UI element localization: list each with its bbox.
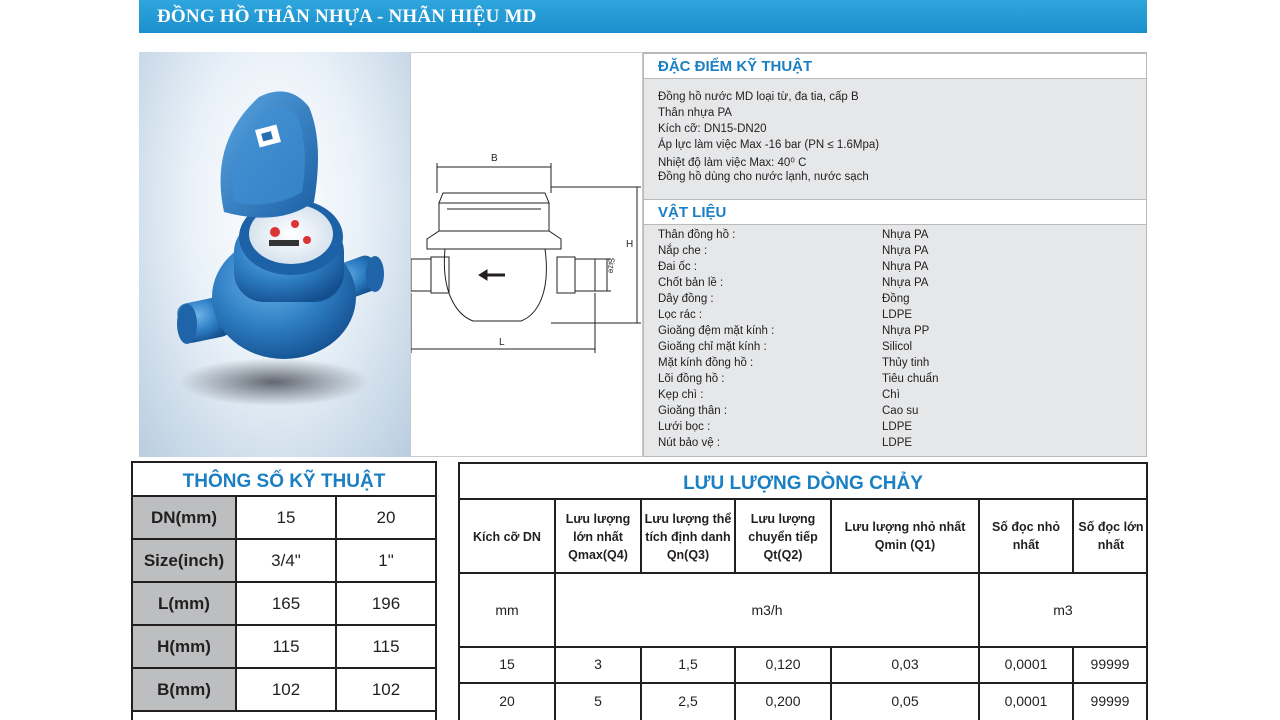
divider — [460, 572, 1146, 574]
cell-q3: 2,5 — [678, 693, 698, 709]
tech-table-title: THÔNG SỐ KỸ THUẬT — [133, 463, 435, 497]
material-value: Chì — [882, 389, 900, 401]
value-dn15: 3/4" — [237, 540, 337, 581]
materials-header — [644, 199, 1146, 225]
table-row — [133, 497, 435, 540]
features-header — [644, 53, 1146, 79]
label-size: Size — [606, 257, 616, 274]
specs-panel — [643, 52, 1147, 457]
cell-q4: 5 — [594, 693, 602, 709]
product-photo — [139, 52, 410, 457]
table-row — [133, 626, 435, 669]
row-label: L(mm) — [133, 583, 237, 624]
value-dn15: 102 — [237, 669, 337, 710]
material-value: Nhựa PA — [882, 245, 929, 257]
flow-rate-table — [458, 462, 1148, 720]
dimension-drawing — [411, 53, 642, 456]
material-value: Nhựa PP — [882, 325, 930, 337]
row-label: Size(inch) — [133, 540, 237, 581]
label-l: L — [499, 337, 505, 348]
cell-min-reading: 0,0001 — [1004, 656, 1048, 672]
page-title: ĐỒNG HỒ THÂN NHỰA - NHÃN HIỆU MD — [157, 6, 537, 27]
feature-line: Thân nhựa PA — [658, 107, 732, 119]
divider — [1072, 500, 1074, 572]
header-max-reading: Số đọc lớn nhất — [1078, 520, 1144, 552]
material-value: Cao su — [882, 405, 919, 417]
material-name: Lõi đồng hồ : — [658, 373, 725, 385]
material-value: Nhựa PA — [882, 277, 929, 289]
header-q1: Lưu lượng nhỏ nhất Qmin (Q1) — [844, 520, 966, 552]
material-name: Kẹp chì : — [658, 389, 704, 401]
divider — [978, 500, 980, 572]
table-row — [133, 669, 435, 712]
row-label: H(mm) — [133, 626, 237, 667]
cell-q4: 3 — [594, 656, 602, 672]
value-dn20: 1" — [378, 551, 394, 570]
divider — [640, 500, 642, 572]
material-value: Silicol — [882, 341, 913, 353]
material-name: Đai ốc : — [658, 261, 697, 273]
technical-drawing — [410, 52, 643, 457]
feature-line: Kích cỡ: DN15-DN20 — [658, 123, 767, 135]
header-q2: Lưu lượng chuyển tiếp Qt(Q2) — [748, 512, 818, 562]
materials-heading: VẬT LIỆU — [658, 204, 727, 221]
table-row — [133, 583, 435, 626]
value-dn15: 165 — [237, 583, 337, 624]
material-name: Nút bảo vệ : — [658, 437, 721, 449]
material-value: Thủy tinh — [882, 357, 930, 369]
header-q3: Lưu lượng thể tích định danh Qn(Q3) — [644, 512, 732, 562]
material-value: LDPE — [882, 437, 913, 449]
cell-q2: 0,120 — [765, 656, 801, 672]
material-name: Lọc rác : — [658, 309, 703, 321]
title-banner — [139, 0, 1147, 33]
cell-max-reading: 99999 — [1090, 656, 1130, 672]
feature-line: Đồng hồ nước MD loại từ, đa tia, cấp B — [658, 91, 859, 103]
cell-min-reading: 0,0001 — [1004, 693, 1048, 709]
row-label: DN(mm) — [133, 497, 237, 538]
header-q4: Lưu lượng lớn nhất Qmax(Q4) — [565, 512, 631, 562]
material-name: Dây đồng : — [658, 293, 714, 305]
feature-line: Nhiệt độ làm việc Max: 40⁰ C — [658, 157, 807, 169]
value-dn20: 196 — [371, 594, 401, 613]
cell-q1: 0,03 — [891, 656, 919, 672]
table-row — [133, 540, 435, 583]
cell-max-reading: 99999 — [1090, 693, 1130, 709]
unit-flow: m3/h — [751, 602, 783, 618]
material-name: Gioăng chỉ mặt kính : — [658, 341, 767, 353]
feature-line: Đồng hồ dùng cho nước lạnh, nước sạch — [658, 171, 869, 183]
divider — [554, 500, 556, 572]
material-name: Mặt kính đồng hồ : — [658, 357, 754, 369]
material-value: Đồng — [882, 293, 910, 305]
cell-q1: 0,05 — [891, 693, 919, 709]
material-name: Gioăng đệm mặt kính : — [658, 325, 775, 337]
value-dn20: 115 — [372, 637, 400, 656]
cell-dn: 15 — [499, 656, 515, 672]
label-h: H — [626, 239, 634, 250]
cell-dn: 20 — [499, 693, 515, 709]
material-value: LDPE — [882, 421, 913, 433]
divider — [460, 682, 1146, 684]
cell-q2: 0,200 — [765, 693, 801, 709]
row-label: B(mm) — [133, 669, 237, 710]
value-dn20: 102 — [371, 680, 401, 699]
value-dn20: 20 — [376, 508, 396, 527]
value-dn15: 115 — [237, 626, 337, 667]
material-name: Lưới bọc : — [658, 421, 711, 433]
material-value: LDPE — [882, 309, 913, 321]
material-name: Gioăng thân : — [658, 405, 728, 417]
divider — [734, 500, 736, 572]
feature-line: Áp lực làm việc Max -16 bar (PN ≤ 1.6Mpa) — [658, 139, 880, 151]
water-meter-illustration — [139, 52, 410, 457]
unit-size: mm — [495, 602, 519, 618]
header-min-reading: Số đọc nhỏ nhất — [991, 520, 1061, 552]
material-value: Tiêu chuẩn — [882, 373, 939, 385]
material-value: Nhựa PA — [882, 261, 929, 273]
tech-specs-table — [131, 461, 437, 720]
cell-q3: 1,5 — [678, 656, 698, 672]
header-dn: Kích cỡ DN — [473, 530, 541, 544]
material-value: Nhựa PA — [882, 229, 929, 241]
material-name: Thân đồng hồ : — [658, 229, 736, 241]
unit-reading: m3 — [1053, 602, 1073, 618]
divider — [460, 646, 1146, 648]
label-b: B — [491, 153, 498, 164]
material-name: Chốt bản lề : — [658, 277, 724, 289]
flow-table-title: LƯU LƯỢNG DÒNG CHẢY — [460, 464, 1146, 500]
material-name: Nắp che : — [658, 245, 708, 257]
value-dn15: 15 — [237, 497, 337, 538]
features-heading: ĐẶC ĐIỂM KỸ THUẬT — [658, 58, 813, 75]
